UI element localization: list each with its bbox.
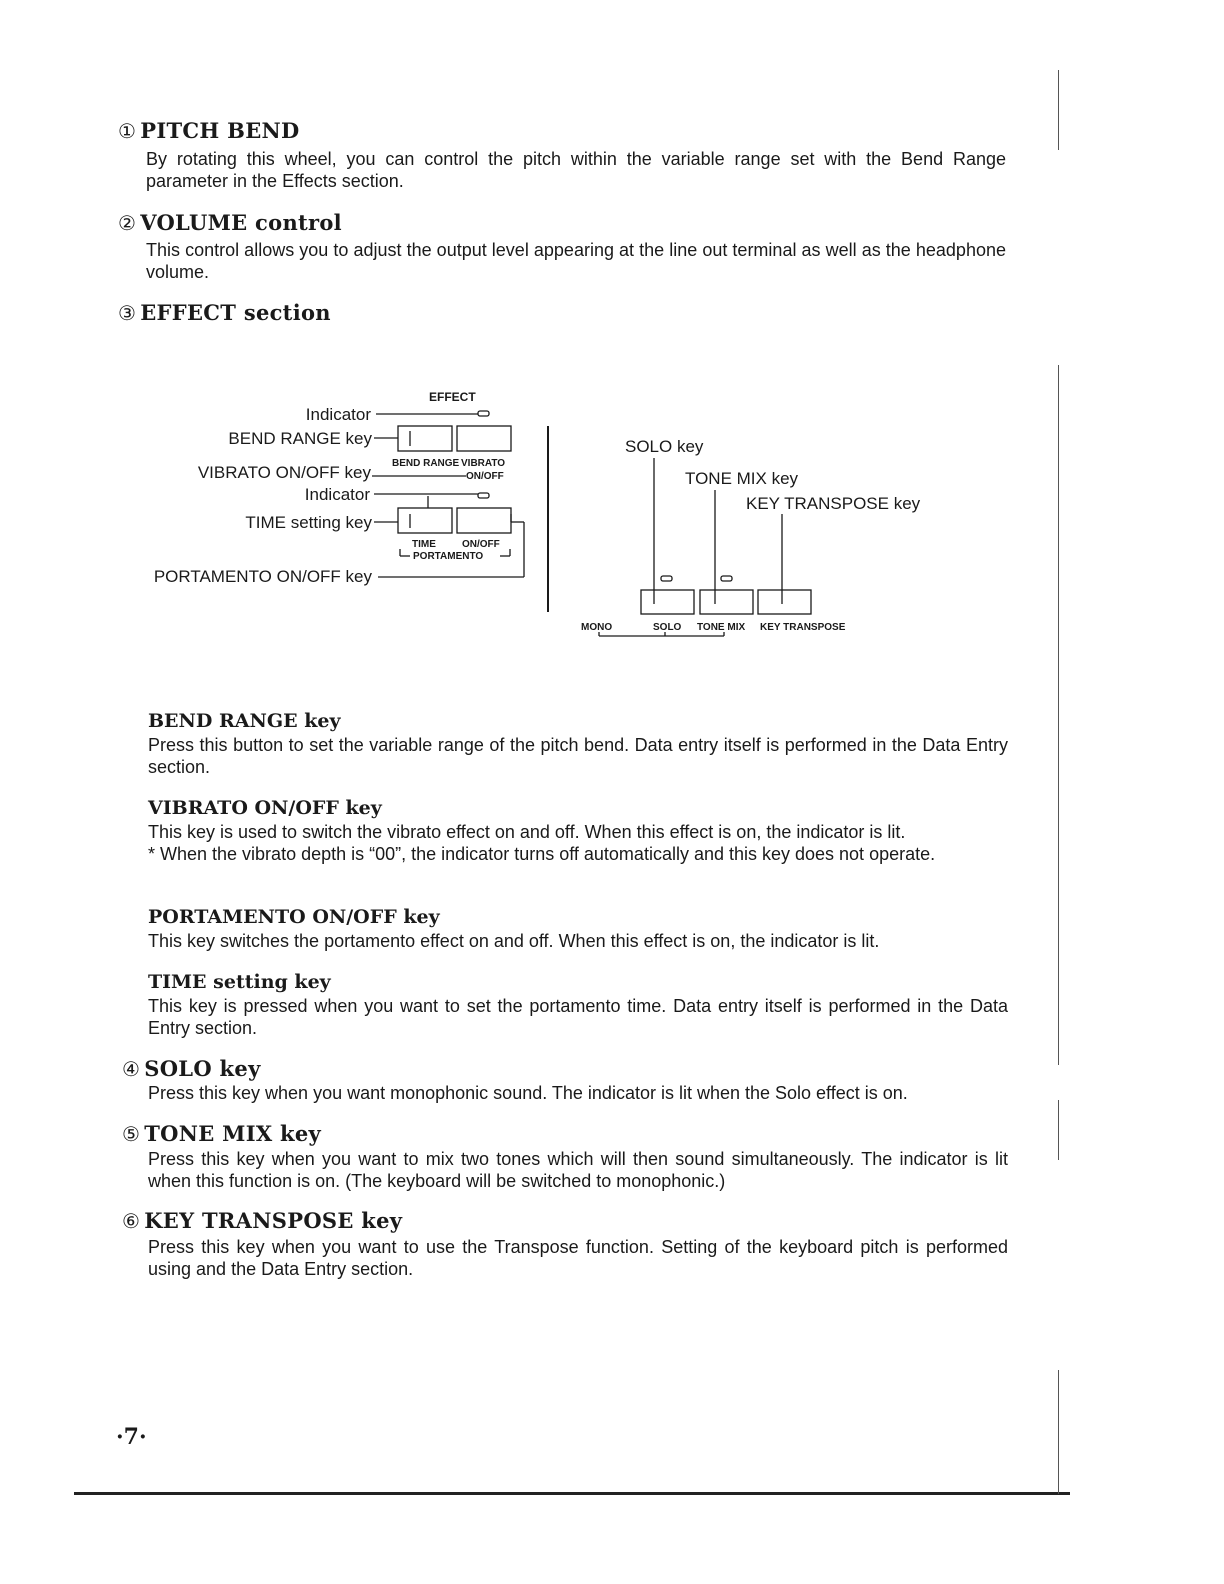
section-solo-title <box>122 1056 261 1081</box>
label-vibrato-key: VIBRATO ON/OFF key <box>197 463 371 482</box>
section-key-transpose-title <box>122 1208 402 1233</box>
section-title-text: VOLUME control <box>140 210 342 235</box>
portamento-button-shape <box>457 508 511 533</box>
bottom-rule <box>74 1492 1070 1495</box>
portamento-text: This key switches the portamento effect on and off. When this effect is on, the indicator is lit. <box>148 931 880 951</box>
section-number: ④ <box>122 1057 141 1081</box>
section-solo-text: Press this key when you want monophonic sound. The indicator is lit when the Solo effect is on. <box>148 1083 908 1103</box>
section-pitch-bend-text: By rotating this wheel, you can control the pitch within the variable range set with the Bend Range parameter in the Effects section. <box>146 149 1006 191</box>
label-tone-mix-key: TONE MIX key <box>685 469 799 488</box>
section-number: ③ <box>118 301 137 325</box>
key-transpose-button-shape <box>758 590 811 614</box>
page-edge-mark <box>1058 70 1059 150</box>
small-onoff-1: ON/OFF <box>466 471 504 482</box>
vibrato-indicator-shape <box>478 411 489 416</box>
label-time-key: TIME setting key <box>245 513 372 532</box>
small-solo: SOLO <box>653 622 682 633</box>
small-portamento: PORTAMENTO <box>413 551 484 562</box>
tone-mix-button-shape <box>700 590 753 614</box>
vibrato-button-shape <box>457 426 511 451</box>
solo-indicator-shape <box>661 576 672 581</box>
small-key-transpose: KEY TRANSPOSE <box>760 622 846 633</box>
vibrato-title: VIBRATO ON/OFF key <box>148 797 382 819</box>
label-solo-key: SOLO key <box>625 437 704 456</box>
solo-button-shape <box>641 590 694 614</box>
bend-range-text: Press this button to set the variable range of the pitch bend. Data entry itself is performed in the Data Entry section. <box>148 735 1008 777</box>
tone-mix-indicator-shape <box>721 576 732 581</box>
section-number: ① <box>118 119 137 143</box>
section-title-text: TONE MIX key <box>144 1121 322 1146</box>
bend-range-title: BEND RANGE key <box>148 710 341 732</box>
section-number: ⑥ <box>122 1209 141 1233</box>
vibrato-text: This key is used to switch the vibrato effect on and off. When this effect is on, the indicator is lit. <box>148 822 906 842</box>
vibrato-note: * When the vibrato depth is “00”, the indicator turns off automatically and this key does not operate. <box>148 844 936 864</box>
section-volume-text: This control allows you to adjust the output level appearing at the line out terminal as well as the headphone volume. <box>146 240 1006 282</box>
small-time: TIME <box>412 539 436 550</box>
section-title-text: KEY TRANSPOSE key <box>144 1208 403 1233</box>
portamento-indicator-shape <box>478 493 489 498</box>
section-title-text: EFFECT section <box>140 300 331 325</box>
section-number: ② <box>118 211 137 235</box>
section-title-text: SOLO key <box>144 1056 261 1081</box>
portamento-title: PORTAMENTO ON/OFF key <box>148 906 440 928</box>
small-vibrato: VIBRATO <box>461 458 506 469</box>
time-button-shape <box>398 508 452 533</box>
section-key-transpose-text: Press this key when you want to use the Transpose function. Setting of the keyboard pitch is performed using and the Data Entry section. <box>148 1237 1008 1279</box>
page-edge-mark <box>1058 365 1059 1065</box>
effect-panel-diagram <box>0 0 1224 700</box>
effect-panel-title: EFFECT <box>429 390 476 404</box>
label-bend-range-key: BEND RANGE key <box>228 429 372 448</box>
small-onoff-2: ON/OFF <box>462 539 500 550</box>
label-indicator-2: Indicator <box>304 485 370 504</box>
time-title: TIME setting key <box>148 971 331 993</box>
time-text: This key is pressed when you want to set the portamento time. Data entry itself is performed in the Data Entry section. <box>148 996 1008 1038</box>
label-portamento-key: PORTAMENTO ON/OFF key <box>153 567 372 586</box>
section-title-text: PITCH BEND <box>140 118 300 143</box>
small-mono: MONO <box>581 622 613 633</box>
bend-range-button-shape <box>398 426 452 451</box>
section-number: ⑤ <box>122 1122 141 1146</box>
page-edge-mark <box>1058 1370 1059 1494</box>
label-indicator-1: Indicator <box>305 405 371 424</box>
small-bend-range: BEND RANGE <box>392 458 460 469</box>
page-edge-mark <box>1058 1100 1059 1160</box>
label-key-transpose-key: KEY TRANSPOSE key <box>746 494 921 513</box>
page-number: ·7· <box>116 1424 147 1450</box>
small-tone-mix: TONE MIX <box>697 622 746 633</box>
section-tone-mix-text: Press this key when you want to mix two tones which will then sound simultaneously. The indicator is lit when this function is on. (The keyboard will be switched to monophonic.) <box>148 1149 1008 1191</box>
section-tone-mix-title <box>122 1121 321 1146</box>
